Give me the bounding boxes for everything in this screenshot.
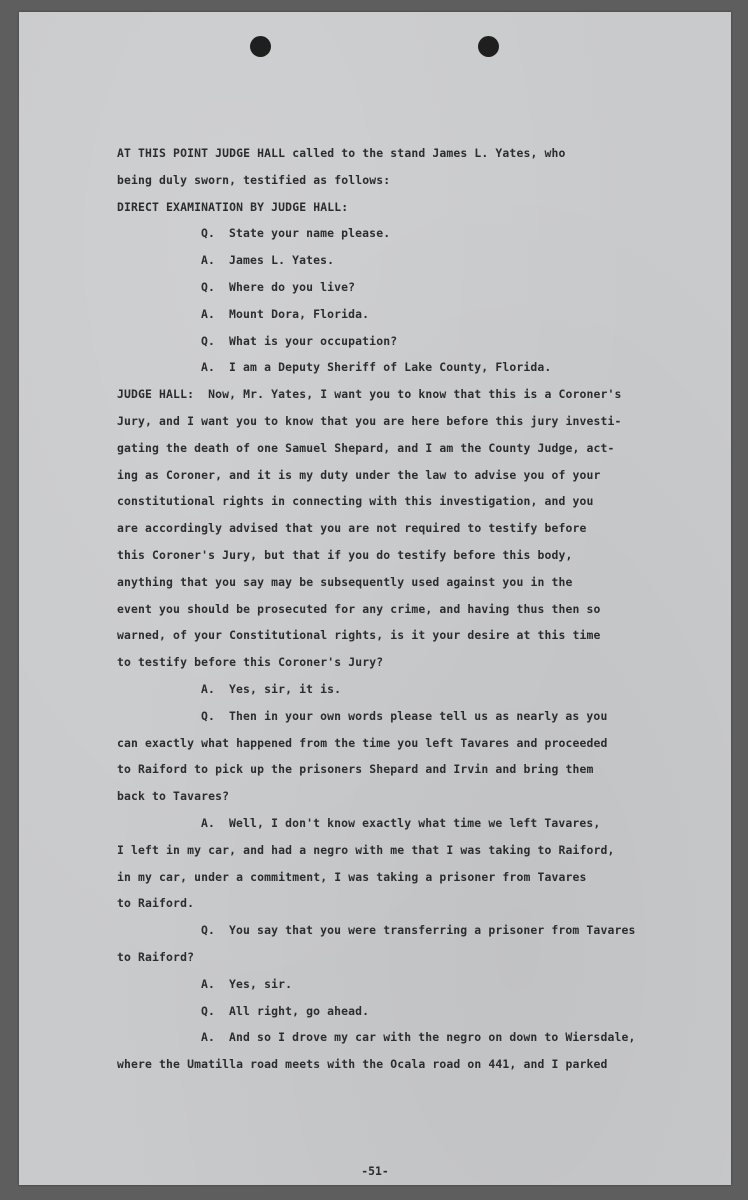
punch-hole-left (250, 36, 271, 57)
document-page (19, 12, 731, 1185)
transcript-line: Q. Then in your own words please tell us as nearly as you (201, 708, 608, 723)
transcript-line: A. Yes, sir. (201, 976, 293, 991)
page-number: -51- (361, 1164, 389, 1178)
transcript-line: A. Well, I don't know exactly what time we left Tavares, (201, 815, 601, 830)
transcript-line: A. James L. Yates. (201, 253, 335, 268)
transcript-line: being duly sworn, testified as follows: (117, 172, 391, 187)
transcript-line: Jury, and I want you to know that you are here before this jury investi- (117, 413, 622, 428)
transcript-line: to testify before this Coroner's Jury? (117, 655, 384, 670)
transcript-line: event you should be prosecuted for any crime, and having thus then so (117, 601, 601, 616)
transcript-line: I left in my car, and had a negro with me that I was taking to Raiford, (117, 842, 615, 857)
transcript-line: to Raiford to pick up the prisoners Shepard and Irvin and bring them (117, 762, 594, 777)
transcript-line: to Raiford. (117, 896, 195, 911)
transcript-line: JUDGE HALL: Now, Mr. Yates, I want you to know that this is a Coroner's (117, 387, 622, 402)
transcript-line: DIRECT EXAMINATION BY JUDGE HALL: (117, 199, 349, 214)
transcript-line: A. Mount Dora, Florida. (201, 306, 370, 321)
transcript-line: to Raiford? (117, 949, 195, 964)
transcript-line: Q. You say that you were transferring a prisoner from Tavares (201, 923, 636, 938)
transcript-line: are accordingly advised that you are not required to testify before (117, 521, 587, 536)
transcript-line: A. I am a Deputy Sheriff of Lake County, Florida. (201, 360, 552, 375)
transcript-line: gating the death of one Samuel Shepard, and I am the County Judge, act- (117, 440, 615, 455)
transcript-line: Q. State your name please. (201, 226, 391, 241)
transcript-line: warned, of your Constitutional rights, is it your desire at this time (117, 628, 601, 643)
transcript-line: in my car, under a commitment, I was taking a prisoner from Tavares (117, 869, 587, 884)
punch-hole-right (478, 36, 499, 57)
transcript-line: where the Umatilla road meets with the Ocala road on 441, and I parked (117, 1057, 608, 1072)
transcript-line: A. And so I drove my car with the negro on down to Wiersdale, (201, 1030, 636, 1045)
transcript-line: Q. What is your occupation? (201, 333, 398, 348)
transcript-line: A. Yes, sir, it is. (201, 681, 342, 696)
transcript-line: this Coroner's Jury, but that if you do testify before this body, (117, 547, 573, 562)
transcript-line: ing as Coroner, and it is my duty under the law to advise you of your (117, 467, 601, 482)
transcript-line: constitutional rights in connecting with this investigation, and you (117, 494, 594, 509)
transcript-line: AT THIS POINT JUDGE HALL called to the stand James L. Yates, who (117, 146, 566, 160)
transcript-line: back to Tavares? (117, 789, 230, 804)
transcript-line: anything that you say may be subsequently used against you in the (117, 574, 573, 589)
transcript-line: can exactly what happened from the time you left Tavares and proceeded (117, 735, 608, 750)
transcript-line: Q. All right, go ahead. (201, 1003, 370, 1018)
transcript-line: Q. Where do you live? (201, 279, 356, 294)
transcript-body (117, 140, 727, 1078)
